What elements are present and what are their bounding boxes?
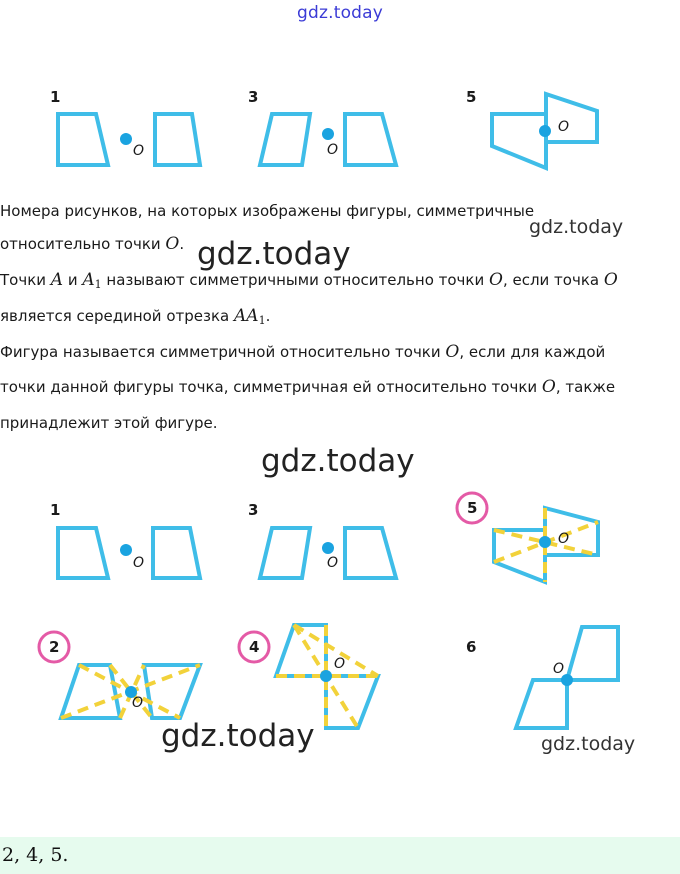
math-subscript: 1 — [258, 314, 266, 327]
figure-number: 6 — [466, 638, 477, 656]
center-point — [539, 536, 551, 548]
math-symbol: O — [541, 377, 556, 397]
figure-number: 5 — [467, 499, 478, 517]
bowtie-left — [492, 114, 546, 168]
definition-line — [0, 270, 618, 295]
trapezoid-right — [153, 528, 200, 578]
watermark: gdz.today — [529, 216, 624, 238]
parallelogram-left — [61, 665, 120, 718]
figure-number: 2 — [49, 638, 60, 656]
center-point — [120, 133, 132, 145]
text: называют симметричными относительно точки — [101, 271, 489, 289]
trapezoid-left — [260, 114, 310, 165]
text: , также — [555, 378, 616, 396]
center-point — [539, 125, 551, 137]
figure-bottom — [0, 488, 680, 750]
center-point — [120, 544, 132, 556]
definition-line — [0, 342, 605, 362]
definition-line — [0, 413, 218, 433]
definition-line — [0, 306, 270, 331]
text: Фигура называется симметричной относительно точки — [0, 343, 446, 361]
text: принадлежит этой фигуре. — [0, 414, 218, 432]
point-label: O — [132, 695, 144, 711]
question-line — [0, 201, 534, 221]
math-symbol: O — [489, 270, 503, 290]
answer-text: 2, 4, 5. — [2, 844, 69, 866]
center-point — [320, 670, 332, 682]
center-point — [322, 128, 334, 140]
trapezoid-left — [260, 528, 310, 578]
trapezoid-left — [58, 114, 108, 165]
trapezoid-right — [345, 114, 396, 165]
point-label: O — [334, 656, 346, 672]
math-subscript: 1 — [94, 278, 102, 291]
text: Точки — [0, 271, 51, 289]
point-label: O — [327, 142, 339, 158]
math-symbol: A — [50, 270, 64, 290]
watermark: gdz.today — [297, 3, 384, 23]
text: относительно точки — [0, 235, 166, 253]
square-top — [567, 627, 618, 680]
figure-number: 3 — [248, 501, 259, 519]
text: . — [179, 235, 185, 253]
watermark: gdz.today — [197, 236, 351, 272]
trapezoid-right — [155, 114, 200, 165]
point-label: O — [553, 661, 565, 677]
figure-number: 1 — [50, 88, 61, 106]
trapezoid-left — [58, 528, 108, 578]
math-symbol: O — [445, 342, 460, 362]
point-label: O — [558, 119, 570, 135]
text: точки данной фигуры точка, симметричная ей относительно точки — [0, 378, 542, 396]
center-point — [322, 542, 334, 554]
parallelogram-right — [144, 665, 200, 718]
figure-number: 1 — [50, 501, 61, 519]
trapezoid-right — [345, 528, 396, 578]
watermark: gdz.today — [161, 718, 315, 754]
math-symbol: AA — [234, 306, 259, 326]
point-label: O — [558, 531, 570, 547]
text: . — [265, 307, 271, 325]
text: , если точка — [502, 271, 604, 289]
square-bottom — [516, 680, 567, 728]
math-symbol: O — [165, 234, 180, 254]
definition-line — [0, 377, 615, 397]
figure-number: 4 — [249, 638, 260, 656]
watermark: gdz.today — [261, 443, 415, 479]
text: является серединой отрезка — [0, 307, 234, 325]
answer-box — [0, 837, 680, 874]
point-label: O — [133, 555, 145, 571]
math-symbol: O — [603, 270, 618, 290]
question-line — [0, 234, 184, 254]
figure-number: 5 — [466, 88, 477, 106]
watermark: gdz.today — [541, 733, 636, 755]
text: и — [63, 271, 83, 289]
figure-top — [0, 80, 680, 180]
math-symbol: A — [82, 270, 95, 290]
point-label: O — [133, 143, 145, 159]
bowtie-right — [546, 94, 597, 142]
point-label: O — [327, 555, 339, 571]
figure-number: 3 — [248, 88, 259, 106]
text: , если для каждой — [459, 343, 606, 361]
text: Номера рисунков, на которых изображены фигуры, симметричные — [0, 202, 535, 220]
